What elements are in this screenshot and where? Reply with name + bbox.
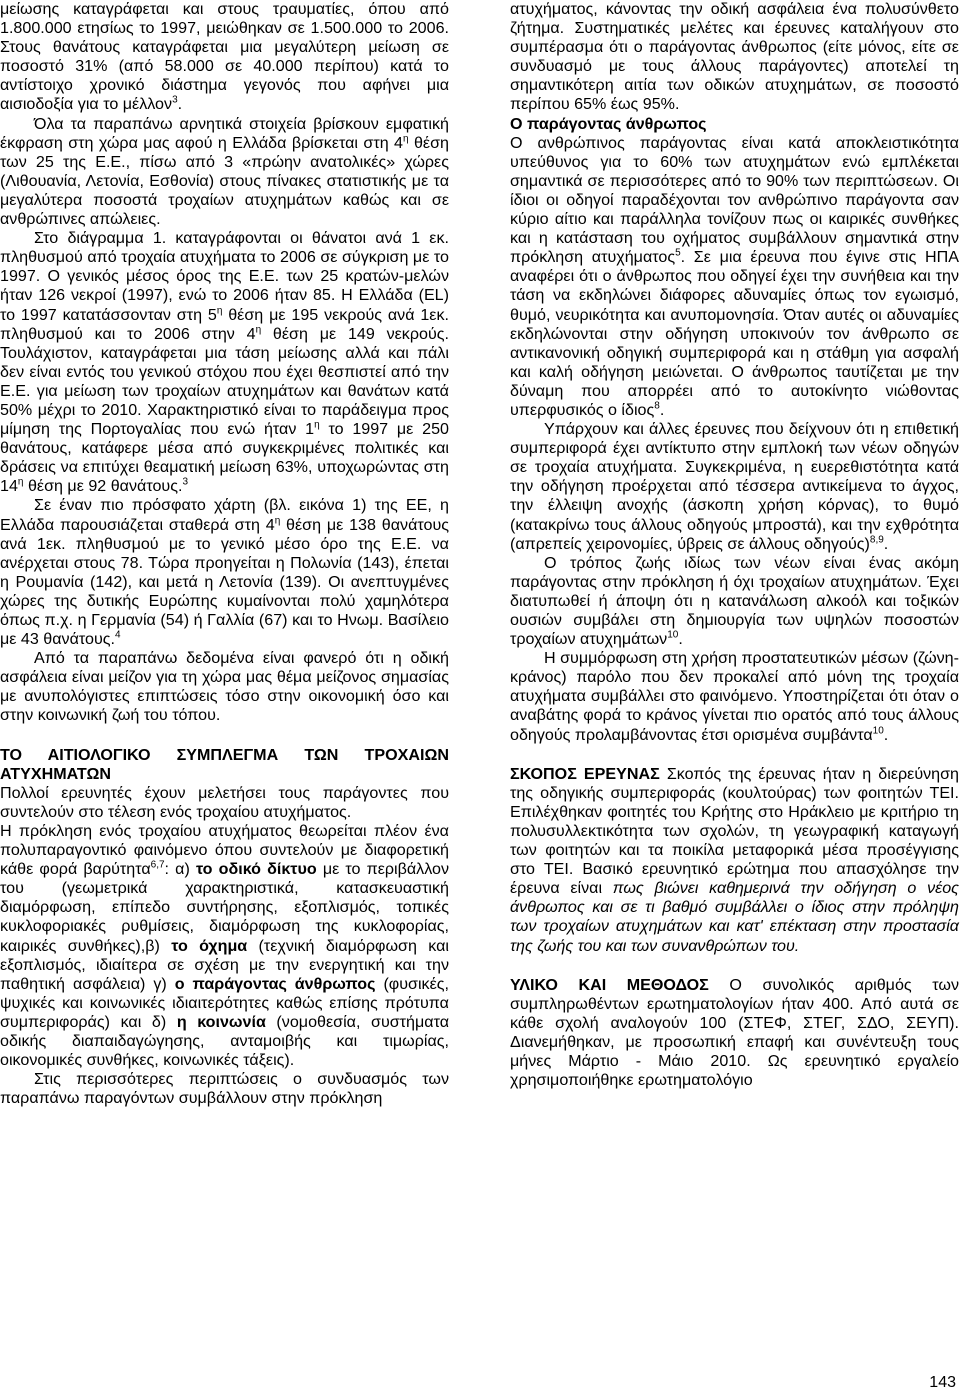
text: Ο ανθρώπινος παράγοντας είναι κατά αποκλειστικότητα υπεύθυνος για το 60% των ατυχημάτων ενώ εμπλέκεται σημαντικά σε περισσότερες από το 90% των περιπτώσεων. Οι ίδιοι οι οδηγοί παραδέχονται τον ανθρώπινο παράγοντα σαν κύριο αίτιο και παράλληλα τονίζουν πως οι καιρικές συνθήκες και η κατάσταση του οχήματος συμβάλλουν σημαντικά στην πρόκληση ατυχήματος	[510, 133, 959, 267]
section-heading: ΤΟ ΑΙΤΙΟΛΟΓΙΚΟ ΣΥΜΠΛΕΓΜΑ ΤΩΝ ΤΡΟΧΑΙΩΝ ΑΤΥΧΗΜΑΤΩΝ	[0, 745, 449, 783]
section-label: ΣΚΟΠΟΣ ΕΡΕΥΝΑΣ	[510, 764, 660, 783]
text: .	[659, 400, 665, 419]
paragraph	[510, 976, 959, 1091]
superscript: η	[274, 515, 281, 527]
text: : α)	[164, 860, 196, 879]
paragraph: Πολλοί ερευνητές έχουν μελετήσει τους παράγοντες που συντελούν στο τέλεση ενός τροχαίου ατυχήματος.	[0, 783, 449, 821]
paragraph	[0, 115, 449, 230]
text: Στο διάγραμμα 1. καταγράφονται οι θάνατοι ανά 1 εκ. πληθυσμού από τροχαία ατυχήματα το 2006 σε σύγκριση με το 1997. Ο γενικός μέσος όρος της Ε.Ε. των 25 κρατών-μελών ήταν 126 νεκροί (1997), ενώ το 2006 ήταν 85. Η Ελλάδα (EL) το 1997 κατατάσσονταν στη 5	[0, 229, 449, 324]
paragraph	[510, 554, 959, 649]
text: (νομοθεσία, συστήματα οδικής διαπαιδαγώγησης, ανταμοιβής και τιμωρίας, οικονομικές συνθήκες, κοινωνικές τάξεις).	[0, 1012, 450, 1070]
superscript: η	[17, 476, 24, 488]
citation: 8,9	[869, 534, 884, 546]
paragraph: Στις περισσότερες περιπτώσεις ο συνδυασμός των παραπάνω παραγόντων συμβάλλουν στην πρόκληση	[0, 1070, 449, 1108]
text: μείωσης καταγράφεται και στους τραυματίες, όπου από 1.800.000 ετησίως το 1997, μειώθηκαν σε 1.500.000 το 2006. Στους θανάτους καταγράφεται μια μεγαλύτερη μείωση σε ποσοστό 31% (από 58.000 σε 40.000 περίπου) κατά το αντίστοιχο χρονικό διάστημα γεγονός που αφήνει μια αισιοδοξία για το μέλλον	[0, 0, 449, 114]
text: Η συμμόρφωση στη χρήση προστατευτικών μέσων (ζώνη-κράνος) παρόλο που δεν προκαλεί από μόνη της τροχαία ατυχήματα συμβάλλει στο φαινόμενο. Υποστηρίζεται ότι όταν ο αναβάτης φορά το κράνος γίνεται πιο ορατός από τους άλλους οδηγούς προλαμβάνοντας έτσι ορισμένα συμβάντα	[510, 649, 959, 744]
text: .	[883, 725, 889, 744]
text: Υπάρχουν και άλλες έρευνες που δείχνουν ότι η επιθετική συμπεριφορά έχει αντίκτυπο στην εμπλοκή των νέων οδηγών σε τροχαία ατυχήματα. Συγκεκριμένα, η ευερεθιστότητα κατά την οδήγηση προέρχεται από τέσσερα αντικείμενα το άγχος, την έλλειψη ανοχής (άσκοπη χρήση κόρνας), το θυμό (κατακρίνω τους άλλους οδηγούς μπροστά), και την εχθρότητα (απρεπείς χειρονομίες, ύβρεις σε άλλους οδηγούς)	[510, 420, 959, 553]
citation: 3	[182, 476, 188, 488]
paragraph	[510, 420, 959, 554]
text: Σκοπός της έρευνας ήταν η διερεύνηση της οδηγικής συμπεριφοράς (κουλτούρας) των φοιτητών ΤΕΙ. Επιλέχθηκαν φοιτητές του Κρήτης στο Ηράκλειο με κριτήριο τη πολυσυλλεκτικότητα των σχολών, τη γεωγραφική καταγωγή των φοιτητών και τα ποικίλα μεταφορικά μέσα προσέγγισης στο ΤΕΙ. Βασικό ερευνητικό ερώτημα που απασχόλησε την έρευνα είναι	[510, 764, 959, 898]
paragraph	[0, 822, 449, 1070]
text: θέση με 92 θανάτους.	[23, 477, 183, 496]
text: το 1997 με 250 θανάτους, κατάφερε μέσα από συγκεκριμένες πολιτικές και δράσεις να επιτύχει θεαματική μείωση 63%, υποχωρώντας στη 14	[0, 420, 449, 496]
paragraph	[510, 765, 959, 956]
text: .	[883, 534, 889, 553]
paragraph	[510, 134, 959, 420]
spacer	[510, 745, 959, 765]
text: Ο τρόπος ζωής ιδίως των νέων είναι ένας ακόμη παράγοντας στην πρόκληση ή όχι τροχαίων ατυχημάτων. Έχει διατυπωθεί ή άποψη ότι η κατανάλωση αλκοόλ και τοξικών ουσιών συμβάλει στη δημιουργία των υψηλών ποσοστών τροχαίων ατυχημάτων	[510, 553, 959, 649]
text: .	[177, 95, 183, 114]
citation: 5	[675, 247, 681, 259]
spacer	[0, 726, 449, 746]
text: .	[678, 630, 683, 649]
text: Η πρόκληση ενός τροχαίου ατυχήματος θεωρείται πλέον ένα πολυπαραγοντικό φαινόμενο όπου συντελούν με διαφορετική κάθε φορά βαρύτητα	[0, 821, 449, 879]
paragraph	[0, 649, 449, 725]
text: . Σε μια έρευνα που έγινε στις ΗΠΑ αναφέρει ότι ο άνθρωπος που οδηγεί έχει την συνήθεια και την τάση να εκδηλώνει διάφορες αδυναμίες όπως τον εγωισμό, θυμό, νευρικότητα και ανυπομονησία. Όταν αυτές οι αδυναμίες εκδηλώνονται στην οδήγηση υποκινούν τον άνθρωπο σε αντικανονική οδηγική συμπεριφορά και η στάθμη για ασφαλή και καλή οδήγηση μειώνεται. Ο άνθρωπος ταυτίζεται με την δύναμη που απορρέει από το αυτοκίνητο νιώθοντας υπερφυσικός ο ίδιος	[510, 248, 960, 419]
superscript: η	[403, 133, 409, 145]
paragraph	[510, 649, 959, 744]
superscript: η	[255, 324, 262, 336]
paragraph: ατυχήματος, κάνοντας την οδική ασφάλεια ένα πολυσύνθετο ζήτημα. Συστηματικές μελέτες και έρευνες καταλήγουν στο συμπέρασμα ότι ο παράγοντας άνθρωπος (είτε μόνος, είτε σε συνδυασμό με τους άλλους παράγοντες) αποτελεί τη σημαντικότερη αιτία των οδικών ατυχημάτων, σε ποσοστό περίπου 65% έως 95%.	[510, 0, 959, 114]
text: (φυσικές, ψυχικές και κοινωνικές ιδιαιτερότητες καθώς επίσης πρότυπα συμπεριφοράς) και δ)	[0, 974, 449, 1031]
citation: 4	[115, 629, 121, 641]
page-number: 143	[929, 1374, 956, 1391]
subsection-heading: Ο παράγοντας άνθρωπος	[510, 114, 707, 133]
bold-term: ο παράγοντας άνθρωπος	[174, 974, 376, 993]
bold-term: το όχημα	[171, 936, 248, 955]
text: με το περιβάλλον του (γεωμετρικά χαρακτηριστικά, κατασκευαστική διαμόρφωση, επίπεδο συντήρησης, εξοπλισμός, τοπικές κυκλοφοριακές ρυθμίσεις, διαμόρφωση της κυκλοφορίας, καιρικές συνθήκες),β)	[0, 860, 450, 955]
text: Σε έναν πιο πρόσφατο χάρτη (βλ. εικόνα 1) της ΕΕ, η Ελλάδα παρουσιάζεται σταθερά στη 4	[0, 496, 449, 534]
citation: 10	[872, 725, 884, 737]
bold-term: η κοινωνία	[176, 1012, 266, 1031]
superscript: η	[216, 305, 223, 317]
text: θέση των 25 της Ε.Ε., πίσω από 3 «πρώην ανατολικές» χώρες (Λιθουανία, Λετονία, Εσθονία) στους πίνακες στατιστικής με τα μεγαλύτερα ποσοστά τροχαίων ατυχημάτων καθώς και σε ανθρώπινες απώλειες.	[0, 133, 449, 229]
spacer	[510, 956, 959, 976]
text: θέση με 138 θανάτους ανά 1εκ. πληθυσμού με το γενικό μέσο όρο της Ε.Ε. να ανέρχεται στους 78. Τώρα προηγείται η Πολωνία (143), έπεται η Ρουμανία (142), και μετά η Λετονία (139). Οι ανεπτυγμένες χώρες της δυτικής Ευρώπης κυμαίνονται πολύ χαμηλότερα όπως π.χ. η Γερμανία (54) ή Γαλλία (67) και το Ηνωμ. Βασίλειο με 43 θανάτους.	[0, 515, 450, 649]
paragraph	[0, 229, 449, 496]
text: Ο συνολικός αριθμός των συμπληρωθέντων ερωτηματολογίων ήταν 400. Από αυτά σε κάθε σχολή αναλογούν 100 (ΣΤΕΦ, ΣΤΕΓ, ΣΔΟ, ΣΕΥΠ). Διανεμήθηκαν, με προσωπική επαφή και συνέντευξη τους μήνες Μάρτιο - Μάιο 2010. Ως ερευνητικό εργαλείο χρησιμοποιήθηκε ερωτηματολόγιο	[510, 975, 959, 1090]
paragraph	[0, 496, 449, 649]
citation: 3	[172, 95, 178, 107]
right-column	[510, 0, 959, 1090]
text: θέση με 195 νεκρούς ανά 1εκ. πληθυσμού και το 2006 στην 4	[0, 305, 449, 343]
text: θέση με 149 νεκρούς. Τουλάχιστον, καταγράφεται μια τάση μείωσης αλλά και πάλι δεν είναι εντός του γενικού στόχου που έχει θεσπιστεί από την Ε.Ε. για μείωση των τροχαίων ατυχημάτων και θανάτων κατά 50% μέχρι το 2010. Χαρακτηριστικό είναι το παράδειγμα προς μίμηση της Πορτογαλίας που ενώ ήταν 1	[0, 324, 449, 439]
paragraph	[0, 0, 449, 115]
section-label: ΥΛΙΚΟ ΚΑΙ ΜΕΘΟΔΟΣ	[510, 975, 709, 994]
citation: 8	[654, 400, 660, 412]
text: Όλα τα παραπάνω αρνητικά στοιχεία βρίσκουν εμφατική έκφραση στη χώρα μας αφού η Ελλάδα βρίσκεται στη 4	[0, 114, 449, 152]
citation: 10	[667, 629, 679, 641]
text: (τεχνική διαμόρφωση και εξοπλισμός, ιδιαίτερα σε σχέση με την ενεργητική και την παθητική ασφάλεια) γ)	[0, 936, 449, 993]
superscript: η	[314, 419, 320, 431]
research-question: πως βιώνει καθημερινά την οδήγηση ο νέος άνθρωπος και σε τι βαθμό συμβάλλει ο ίδιος στην πρόληψη των τροχαίων ατυχημάτων και κατ' επέκταση στην προστασία της ζωής του και των συνανθρώπων του.	[510, 879, 959, 955]
left-column	[0, 0, 449, 1108]
citation: 6,7	[150, 859, 165, 871]
text: Από τα παραπάνω δεδομένα είναι φανερό ότι η οδική ασφάλεια είναι μείζον για τη χώρα μας θέμα μείζονος σημασίας με ανυπολόγιστες επιπτώσεις τόσο στην οικονομική όσο και στην κοινωνική ζωή του τόπου.	[0, 649, 449, 725]
bold-term: το οδικό δίκτυο	[195, 860, 317, 879]
